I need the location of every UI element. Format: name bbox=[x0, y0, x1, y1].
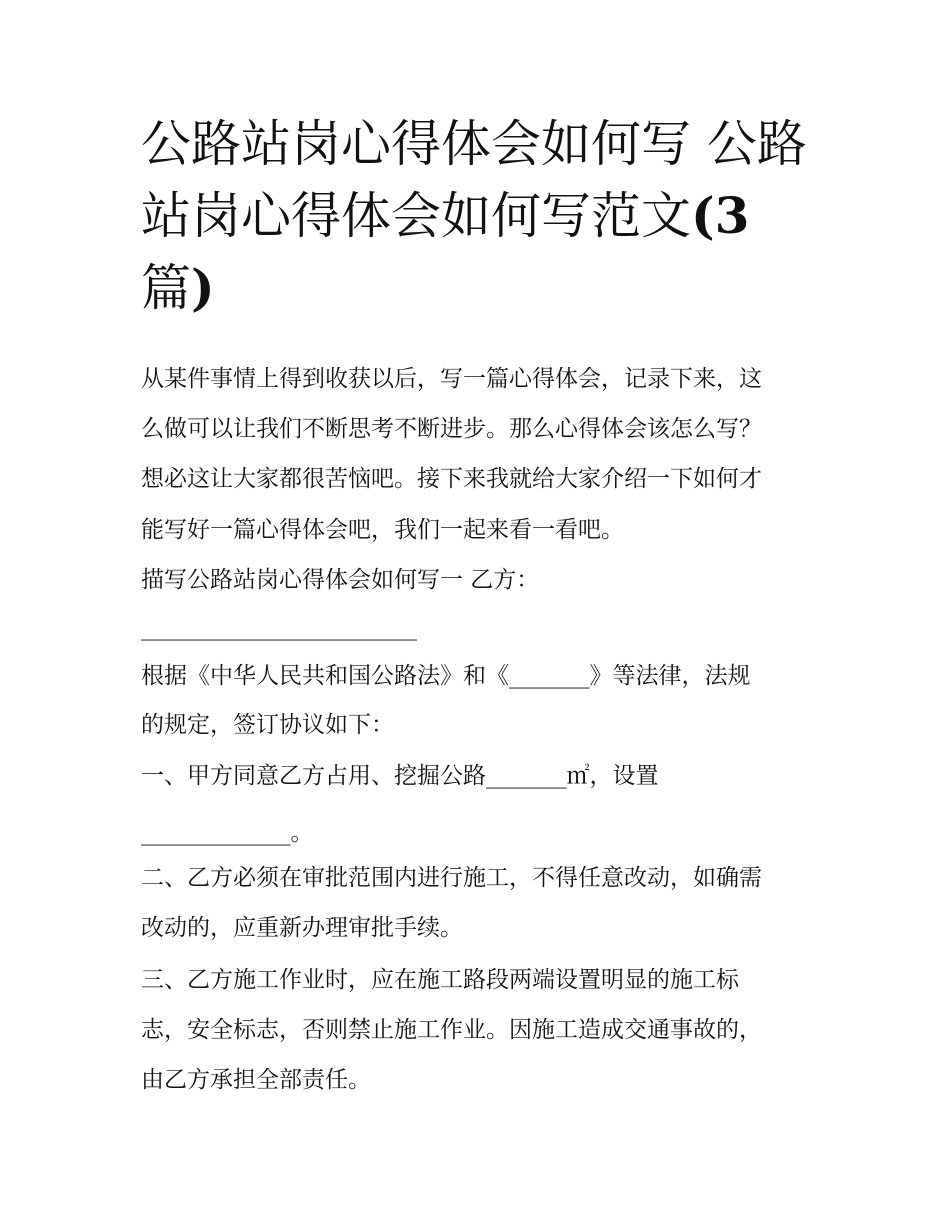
title-bold-fragment: ) bbox=[191, 258, 215, 317]
title-line-3: 篇) bbox=[141, 258, 215, 317]
clause-3-line-1: 三、乙方施工作业时，应在施工路段两端设置明显的施工标 bbox=[141, 967, 739, 993]
party-b-blank-line: ________________________ bbox=[141, 615, 417, 641]
law-basis-line-2: 的规定，签订协议如下： bbox=[141, 712, 394, 738]
title-bold-fragment: (3 bbox=[691, 186, 750, 245]
intro-line-3: 想必这让大家都很苦恼吧。接下来我就给大家介绍一下如何才 bbox=[141, 466, 762, 492]
clause-1-line-2: _____________。 bbox=[141, 820, 314, 846]
clause-2-line-2: 改动的，应重新办理审批手续。 bbox=[141, 915, 463, 941]
intro-line-2: 么做可以让我们不断思考不断进步。那么心得体会该怎么写？ bbox=[141, 416, 762, 442]
clause-1-line-1: 一、甲方同意乙方占用、挖掘公路_______㎡，设置 bbox=[141, 763, 659, 789]
law-basis-line-1: 根据《中华人民共和国公路法》和《_______》等法律，法规 bbox=[141, 663, 751, 689]
section-heading-line: 描写公路站岗心得体会如何写一 乙方： bbox=[141, 567, 540, 593]
document-title bbox=[141, 108, 821, 324]
clause-2-line-1: 二、乙方必须在审批范围内进行施工，不得任意改动，如确需 bbox=[141, 865, 762, 891]
intro-line-1: 从某件事情上得到收获以后，写一篇心得体会，记录下来，这 bbox=[141, 366, 762, 392]
intro-line-4: 能写好一篇心得体会吧，我们一起来看一看吧。 bbox=[141, 517, 624, 543]
title-line-2: 站岗心得体会如何写范文(3 bbox=[141, 186, 750, 245]
title-line-1: 公路站岗心得体会如何写 公路 bbox=[141, 115, 807, 173]
clause-3-line-3: 由乙方承担全部责任。 bbox=[141, 1067, 371, 1093]
clause-3-line-2: 志，安全标志，否则禁止施工作业。因施工造成交通事故的， bbox=[141, 1017, 762, 1043]
